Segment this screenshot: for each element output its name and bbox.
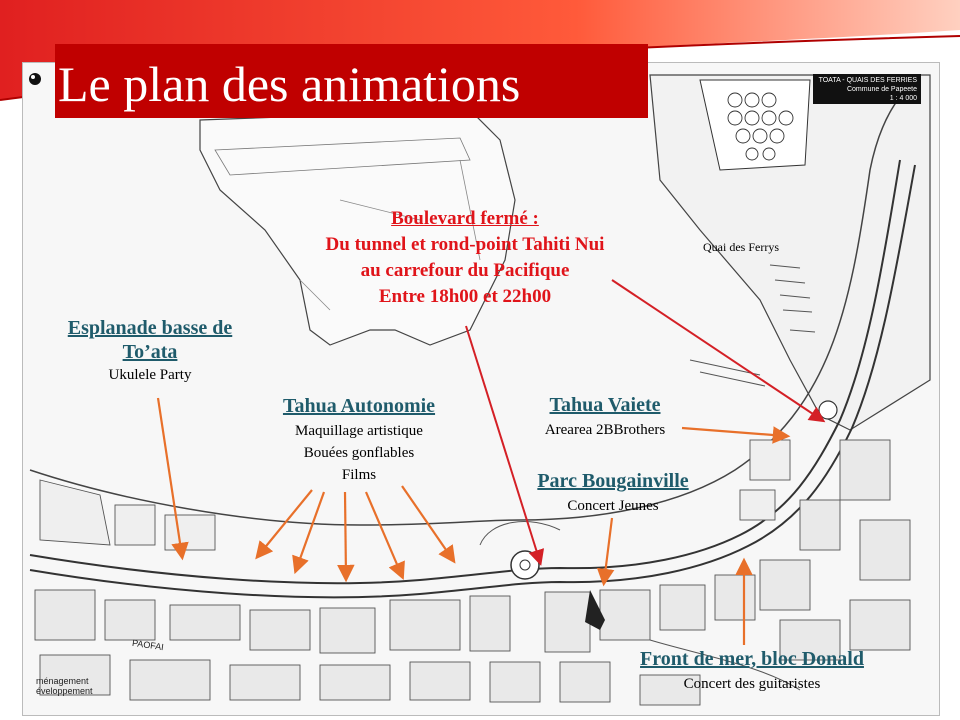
corner-caption-line-1: ménagement — [36, 676, 89, 686]
zone-autonomie-activity-1: Maquillage artistique — [295, 423, 423, 439]
quai-ferrys-label: Quai des Ferrys — [703, 240, 779, 254]
notice-line-3: au carrefour du Pacifique — [360, 260, 570, 281]
notice-line-4: Entre 18h00 et 22h00 — [378, 286, 552, 307]
inset-line-3: 1 : 4 000 — [889, 95, 917, 102]
paofai-street-label: PAOFAI — [131, 637, 165, 653]
zone-autonomie-activity-2: Bouées gonflables — [303, 445, 415, 461]
zone-esplanade — [40, 316, 260, 386]
zone-bougainville-title: Parc Bougainville — [537, 470, 689, 492]
road-closure-notice — [230, 206, 700, 310]
zone-esplanade-title-1: Esplanade basse de — [67, 317, 233, 339]
bullet-icon — [28, 72, 42, 86]
corner-caption — [36, 676, 93, 696]
zone-autonomie-title: Tahua Autonomie — [282, 395, 436, 417]
zone-vaiete-title: Tahua Vaiete — [549, 394, 661, 416]
notice-heading: Boulevard fermé : — [391, 208, 539, 229]
map-title-inset — [813, 74, 921, 104]
zone-bougainville — [513, 469, 713, 517]
zone-bougainville-activity: Concert Jeunes — [567, 498, 659, 514]
zone-front-de-mer-title: Front de mer, bloc Donald — [640, 648, 864, 670]
inset-line-2: Commune de Papeete — [846, 86, 917, 93]
inset-line-1: TOATA - QUAIS DES FERRIES — [818, 77, 917, 84]
page-title: Le plan des animations — [58, 56, 521, 112]
zone-autonomie — [249, 394, 469, 486]
zone-autonomie-activity-3: Films — [341, 467, 377, 483]
zone-vaiete-activity: Arearea 2BBrothers — [544, 422, 666, 438]
notice-line-2: Du tunnel et rond-point Tahiti Nui — [325, 234, 605, 255]
zone-esplanade-activity: Ukulele Party — [108, 367, 192, 383]
zone-esplanade-title-2: To’ata — [122, 341, 178, 363]
corner-caption-line-2: éveloppement — [36, 686, 93, 696]
zone-vaiete — [515, 393, 695, 441]
zone-front-de-mer-activity: Concert des guitaristes — [683, 676, 821, 692]
zone-front-de-mer — [612, 647, 892, 695]
